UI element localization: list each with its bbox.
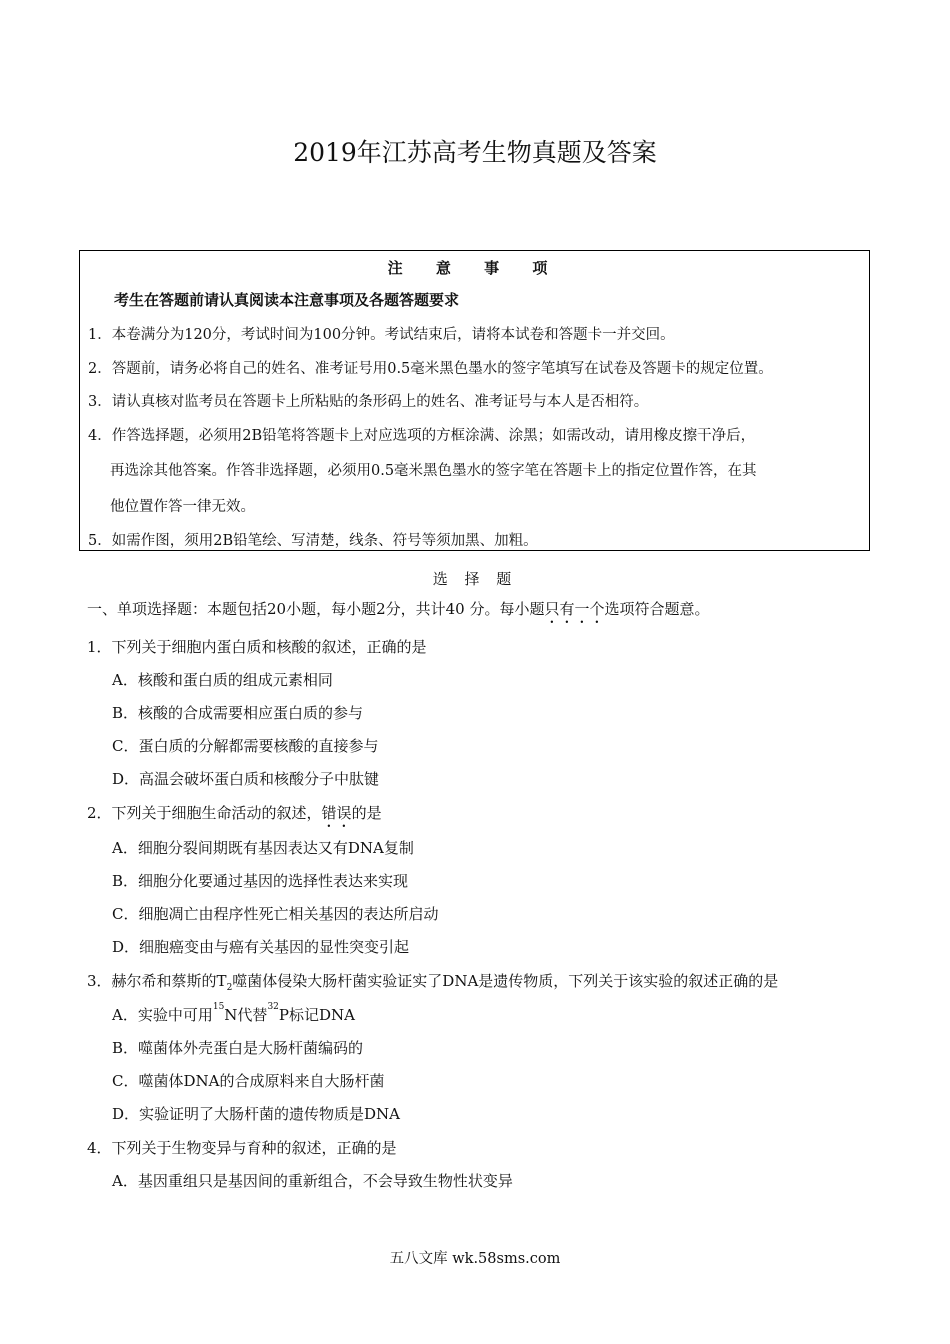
section-intro-text-end: 选项符合题意。 xyxy=(604,600,710,618)
section-intro xyxy=(87,598,710,627)
option: B．细胞分化要通过基因的选择性表达来实现 xyxy=(112,872,409,890)
option: C．细胞凋亡由程序性死亡相关基因的表达所启动 xyxy=(112,905,439,923)
option xyxy=(112,1004,355,1025)
page-title: 2019年江苏高考生物真题及答案 xyxy=(293,138,657,167)
notice-box xyxy=(79,250,870,551)
option: B．核酸的合成需要相应蛋白质的参与 xyxy=(112,704,364,722)
section-intro-emphasis: 只有一个 xyxy=(544,600,605,618)
option: C．噬菌体DNA的合成原料来自大肠杆菌 xyxy=(112,1072,385,1090)
notice-heading: 注 意 事 项 xyxy=(387,259,562,277)
question-stem: 1．下列关于细胞内蛋白质和核酸的叙述，正确的是 xyxy=(87,638,427,656)
question-stem-text-end: 的是 xyxy=(351,804,382,822)
isotope-superscript: 32 xyxy=(267,1002,279,1012)
option: A．细胞分裂间期既有基因表达又有DNA复制 xyxy=(112,839,414,857)
footer-watermark: 五八文库 wk.58sms.com xyxy=(389,1251,561,1267)
option-text: P标记DNA xyxy=(278,1006,355,1024)
question-stem-text: 2．下列关于细胞生命活动的叙述， xyxy=(87,804,322,822)
question-stem-text: 3．赫尔希和蔡斯的T xyxy=(87,972,227,990)
option: B．噬菌体外壳蛋白是大肠杆菌编码的 xyxy=(112,1039,364,1057)
notice-item: 2．答题前，请务必将自己的姓名、准考证号用0.5毫米黑色墨水的签字笔填写在试卷及答题卡的规定位置。 xyxy=(88,361,773,377)
option: C．蛋白质的分解都需要核酸的直接参与 xyxy=(112,737,379,755)
option: D．细胞癌变由与癌有关基因的显性突变引起 xyxy=(112,938,410,956)
question-stem xyxy=(87,970,778,993)
notice-item: 5．如需作图，须用2B铅笔绘、写清楚，线条、符号等须加黑、加粗。 xyxy=(88,533,538,549)
section-heading: 选 择 题 xyxy=(432,570,518,588)
notice-subheading: 考生在答题前请认真阅读本注意事项及各题答题要求 xyxy=(114,291,460,309)
notice-item-continued: 再选涂其他答案。作答非选择题，必须用0.5毫米黑色墨水的签字笔在答题卡上的指定位置作答，在其 xyxy=(110,463,757,479)
question-stem-emphasis: 错误 xyxy=(321,804,352,822)
notice-item: 3．请认真核对监考员在答题卡上所粘贴的条形码上的姓名、准考证号与本人是否相符。 xyxy=(88,394,649,410)
option-text: N代替 xyxy=(224,1006,268,1024)
isotope-superscript: 15 xyxy=(212,1002,225,1012)
option: A．基因重组只是基因间的重新组合，不会导致生物性状变异 xyxy=(112,1172,513,1190)
notice-item: 4．作答选择题，必须用2B铅笔将答题卡上对应选项的方框涂满、涂黑；如需改动，请用橡皮擦干净后， xyxy=(88,428,756,444)
option: A．核酸和蛋白质的组成元素相同 xyxy=(112,671,333,689)
notice-item-continued: 他位置作答一律无效。 xyxy=(110,499,255,515)
question-stem-text-end: 噬菌体侵染大肠杆菌实验证实了DNA是遗传物质，下列关于该实验的叙述正确的是 xyxy=(232,972,779,990)
section-intro-text: 一、单项选择题：本题包括20小题，每小题2分，共计40 分。每小题 xyxy=(87,600,545,618)
option: D．实验证明了大肠杆菌的遗传物质是DNA xyxy=(112,1105,401,1123)
option: D．高温会破坏蛋白质和核酸分子中肽键 xyxy=(112,770,380,788)
option-text: A．实验中可用 xyxy=(112,1006,213,1024)
subscript: 2 xyxy=(226,983,233,993)
question-stem: 4．下列关于生物变异与育种的叙述，正确的是 xyxy=(87,1139,397,1157)
notice-item: 1．本卷满分为120分，考试时间为100分钟。考试结束后，请将本试卷和答题卡一并交回。 xyxy=(88,327,675,343)
question-stem xyxy=(87,802,382,831)
